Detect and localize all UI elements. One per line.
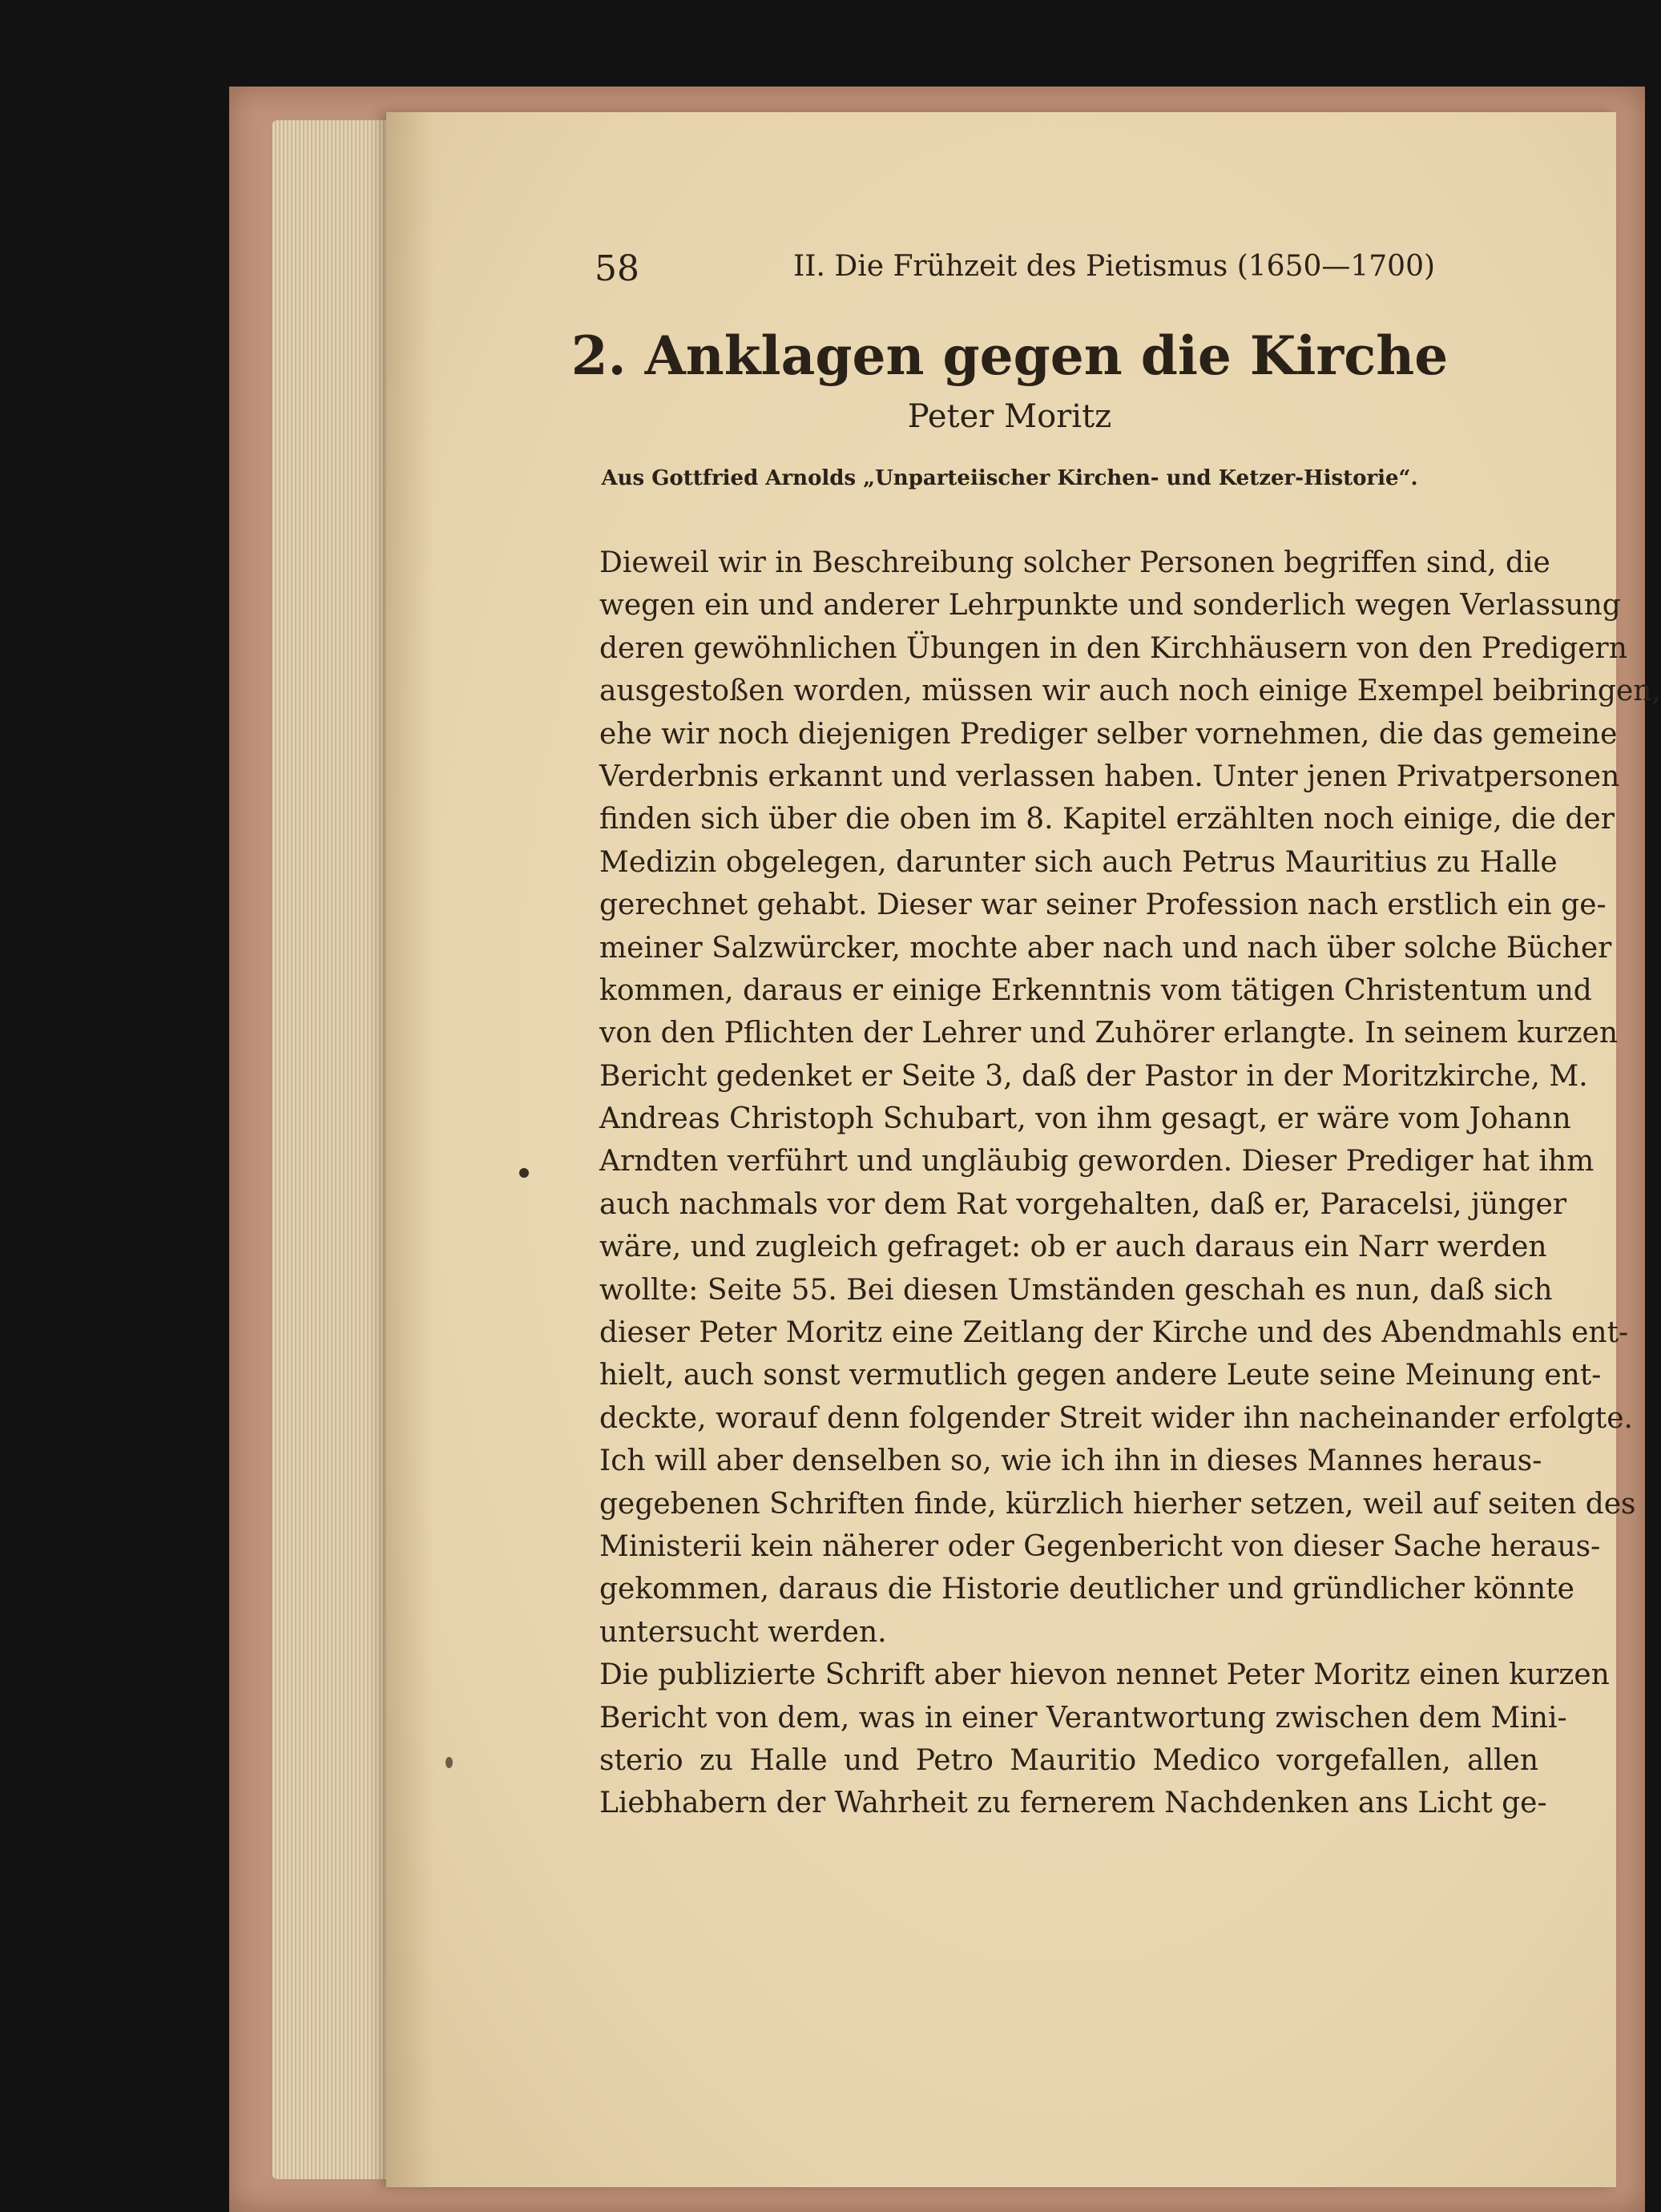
text-line: gekommen, daraus die Historie deutlicher und gründlicher könnte xyxy=(599,1573,1574,1606)
text-line: kommen, daraus er einige Erkenntnis vom tätigen Christentum und xyxy=(599,973,1592,1007)
text-line: gerechnet gehabt. Dieser war seiner Profession nach erstlich ein ge- xyxy=(599,888,1607,922)
text-line: ausgestoßen worden, müssen wir auch noch einige Exempel beibringen, xyxy=(599,675,1661,708)
gutter-shadow xyxy=(386,112,434,2187)
text-line: wäre, und zugleich gefraget: ob er auch daraus ein Narr werden xyxy=(599,1231,1547,1264)
page-edges xyxy=(272,120,401,2179)
text-line: wegen ein und anderer Lehrpunkte und sonderlich wegen Verlassung xyxy=(599,589,1621,623)
text-line: Arndten verführt und ungläubig geworden. Dieser Prediger hat ihm xyxy=(599,1145,1594,1179)
text-line: auch nachmals vor dem Rat vorgehalten, daß er, Paracelsi, jünger xyxy=(599,1187,1567,1221)
text-line: Die publizierte Schrift aber hievon nennet Peter Moritz einen kurzen xyxy=(599,1658,1610,1692)
text-line: Andreas Christoph Schubart, von ihm gesagt, er wäre vom Johann xyxy=(599,1102,1571,1136)
text-line: wollte: Seite 55. Bei diesen Umständen geschah es nun, daß sich xyxy=(599,1273,1553,1307)
text-line: Medizin obgelegen, darunter sich auch Petrus Mauritius zu Halle xyxy=(599,845,1558,879)
text-line: ehe wir noch diejenigen Prediger selber vornehmen, die das gemeine xyxy=(599,717,1618,751)
text-line: deckte, worauf denn folgender Streit wider ihn nacheinander erfolgte. xyxy=(599,1401,1633,1435)
running-head: II. Die Frühzeit des Pietismus (1650—1700) xyxy=(793,250,1436,283)
text-line: sterio zu Halle und Petro Mauritio Medico vorgefallen, allen xyxy=(599,1743,1538,1777)
text-line: Bericht gedenket er Seite 3, daß der Pastor in der Moritzkirche, M. xyxy=(599,1059,1588,1093)
author-name: Peter Moritz xyxy=(907,398,1112,435)
text-line: Bericht von dem, was in einer Verantwortung zwischen dem Mini- xyxy=(599,1701,1567,1735)
source-line: Aus Gottfried Arnolds „Unparteiischer Kirchen- und Ketzer-Historie“. xyxy=(601,466,1418,490)
body-text xyxy=(599,542,1661,1825)
text-line: Dieweil wir in Beschreibung solcher Personen begriffen sind, die xyxy=(599,546,1550,579)
text-line: Ich will aber denselben so, wie ich ihn in dieses Mannes heraus- xyxy=(599,1444,1542,1478)
text-line: gegebenen Schriften finde, kürzlich hierher setzen, weil auf seiten des xyxy=(599,1487,1636,1521)
text-line: untersucht werden. xyxy=(599,1615,887,1649)
text-line: hielt, auch sonst vermutlich gegen andere Leute seine Meinung ent- xyxy=(599,1359,1602,1392)
text-line: Liebhabern der Wahrheit zu fernerem Nachdenken ans Licht ge- xyxy=(599,1787,1547,1820)
text-line: dieser Peter Moritz eine Zeitlang der Kirche und des Abendmahls ent- xyxy=(599,1316,1629,1350)
text-line: von den Pflichten der Lehrer und Zuhörer erlangte. In seinem kurzen xyxy=(599,1017,1619,1050)
paper-speck xyxy=(519,1168,529,1178)
text-line: Ministerii kein näherer oder Gegenbericht von dieser Sache heraus- xyxy=(599,1529,1601,1563)
text-line: finden sich über die oben im 8. Kapitel erzählten noch einige, die der xyxy=(599,803,1615,836)
text-line: Verderbnis erkannt und verlassen haben. Unter jenen Privatpersonen xyxy=(599,759,1620,793)
text-line: deren gewöhnlichen Übungen in den Kirchhäusern von den Predigern xyxy=(599,631,1627,665)
text-line: meiner Salzwürcker, mochte aber nach und nach über solche Bücher xyxy=(599,931,1612,965)
chapter-title: 2. Anklagen gegen die Kirche xyxy=(570,324,1449,387)
paper-speck xyxy=(445,1757,453,1768)
page-number: 58 xyxy=(595,248,639,289)
